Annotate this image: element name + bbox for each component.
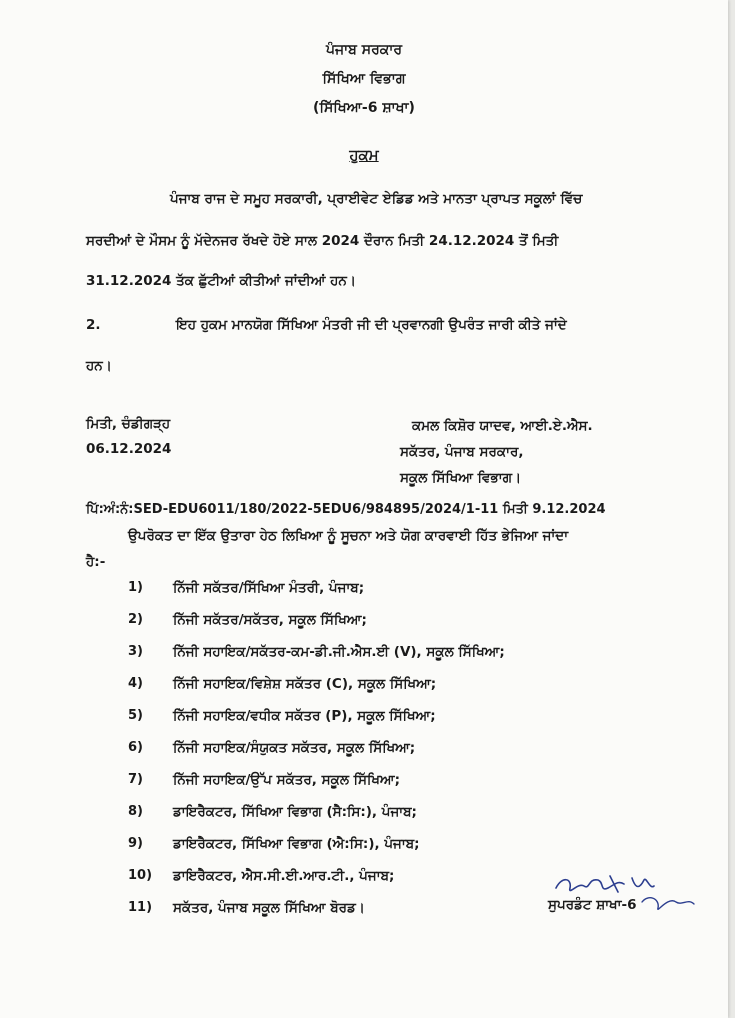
para1-line2: ਸਰਦੀਆਂ ਦੇ ਮੌਸਮ ਨੂੰ ਮੱਦੇਨਜਰ ਰੱਖਦੇ ਹੋਏ ਸਾਲ 2024 ਦੌਰਾਨ ਮਿਤੀ 24.12.2024 ਤੋਂ ਮਿਤੀ — [86, 233, 559, 249]
recipient-number: 8) — [128, 804, 143, 819]
para1-line1: ਪੰਜਾਬ ਰਾਜ ਦੇ ਸਮੂਹ ਸਰਕਾਰੀ, ਪ੍ਰਾਈਵੇਟ ਏਡਿਡ ਅਤੇ ਮਾਨਤਾ ਪ੍ਰਾਪਤ ਸਕੂਲਾਂ ਵਿੱਚ — [170, 191, 583, 207]
endorsement-text-line2: ਹੈ:- — [86, 554, 106, 570]
recipient-item: ਨਿੱਜੀ ਸਹਾਇਕ/ਵਧੀਕ ਸਕੱਤਰ (P), ਸਕੂਲ ਸਿੱਖਿਆ; — [173, 708, 436, 724]
para2-line1: ਇਹ ਹੁਕਮ ਮਾਨਯੋਗ ਸਿੱਖਿਆ ਮੰਤਰੀ ਜੀ ਦੀ ਪ੍ਰਵਾਨਗੀ ਉਪਰੰਤ ਜਾਰੀ ਕੀਤੇ ਜਾਂਦੇ — [176, 317, 567, 333]
recipient-number: 5) — [128, 708, 143, 723]
para1-line3: 31.12.2024 ਤੱਕ ਛੁੱਟੀਆਂ ਕੀਤੀਆਂ ਜਾਂਦੀਆਂ ਹਨ। — [86, 273, 356, 289]
para2-line2: ਹਨ। — [86, 358, 112, 374]
header-government: ਪੰਜਾਬ ਸਰਕਾਰ — [325, 42, 403, 58]
recipient-number: 10) — [128, 868, 153, 883]
recipient-item: ਨਿੱਜੀ ਸਹਾਇਕ/ਸੰਯੁਕਤ ਸਕੱਤਰ, ਸਕੂਲ ਸਿੱਖਿਆ; — [173, 740, 416, 756]
recipient-number: 2) — [128, 612, 143, 627]
recipient-number: 1) — [128, 580, 143, 595]
signatory-designation: ਸਕੱਤਰ, ਪੰਜਾਬ ਸਰਕਾਰ, — [400, 444, 524, 460]
recipient-number: 11) — [128, 900, 153, 915]
recipient-number: 6) — [128, 740, 143, 755]
para2-number: 2. — [86, 317, 101, 333]
recipient-item: ਨਿੱਜੀ ਸਹਾਇਕ/ਸਕੱਤਰ-ਕਮ-ਡੀ.ਜੀ.ਐਸ.ਈ (V), ਸਕੂਲ ਸਿੱਖਿਆ; — [173, 644, 505, 660]
recipient-item: ਨਿੱਜੀ ਸਹਾਇਕ/ਉੱਪ ਸਕੱਤਰ, ਸਕੂਲ ਸਿੱਖਿਆ; — [173, 772, 400, 788]
recipient-item: ਸਕੱਤਰ, ਪੰਜਾਬ ਸਕੂਲ ਸਿੱਖਿਆ ਬੋਰਡ। — [173, 900, 365, 916]
superintendent-label: ਸੁਪਰਡੰਟ ਸ਼ਾਖਾ-6 — [548, 897, 637, 913]
recipient-item: ਡਾਇਰੈਕਟਰ, ਐਸ.ਸੀ.ਈ.ਆਰ.ਟੀ., ਪੰਜਾਬ; — [173, 868, 395, 884]
header-department: ਸਿੱਖਿਆ ਵਿਭਾਗ — [322, 71, 406, 87]
recipient-item: ਡਾਇਰੈਕਟਰ, ਸਿੱਖਿਆ ਵਿਭਾਗ (ਸੈ:ਸਿ:), ਪੰਜਾਬ; — [173, 804, 417, 820]
recipient-number: 4) — [128, 676, 143, 691]
recipient-number: 7) — [128, 772, 143, 787]
recipient-item: ਨਿੱਜੀ ਸਕੱਤਰ/ਸਕੱਤਰ, ਸਕੂਲ ਸਿੱਖਿਆ; — [173, 612, 367, 628]
order-date: 06.12.2024 — [86, 441, 172, 457]
signatory-department: ਸਕੂਲ ਸਿੱਖਿਆ ਵਿਭਾਗ। — [400, 470, 522, 486]
order-title — [0, 146, 728, 164]
order-title-text: ਹੁਕਮ — [349, 146, 379, 164]
recipient-item: ਨਿੱਜੀ ਸਹਾਇਕ/ਵਿਸ਼ੇਸ਼ ਸਕੱਤਰ (C), ਸਕੂਲ ਸਿੱਖਿਆ; — [173, 676, 437, 692]
recipient-number: 9) — [128, 836, 143, 851]
signatory-name: ਕਮਲ ਕਿਸ਼ੋਰ ਯਾਦਵ, ਆਈ.ਏ.ਐਸ. — [412, 418, 593, 434]
place-label: ਮਿਤੀ, ਚੰਡੀਗੜ੍ਹ — [86, 416, 171, 432]
recipient-item: ਨਿੱਜੀ ਸਕੱਤਰ/ਸਿੱਖਿਆ ਮੰਤਰੀ, ਪੰਜਾਬ; — [173, 580, 365, 596]
recipient-item: ਡਾਇਰੈਕਟਰ, ਸਿੱਖਿਆ ਵਿਭਾਗ (ਐ:ਸਿ:), ਪੰਜਾਬ; — [173, 836, 420, 852]
endorsement-text-line1: ਉਪਰੋਕਤ ਦਾ ਇੱਕ ਉਤਾਰਾ ਹੇਠ ਲਿਖਿਆ ਨੂੰ ਸੂਚਨਾ ਅਤੇ ਯੋਗ ਕਾਰਵਾਈ ਹਿੱਤ ਭੇਜਿਆ ਜਾਂਦਾ — [128, 528, 569, 544]
header-branch: (ਸਿੱਖਿਆ-6 ਸ਼ਾਖਾ) — [313, 100, 415, 116]
endorsement-reference: ਪਿੱ:ਅੰ:ਨੰ:SED-EDU6011/180/2022-5EDU6/984895/2024/1-11 ਮਿਤੀ 9.12.2024 — [86, 502, 606, 517]
recipient-number: 3) — [128, 644, 143, 659]
